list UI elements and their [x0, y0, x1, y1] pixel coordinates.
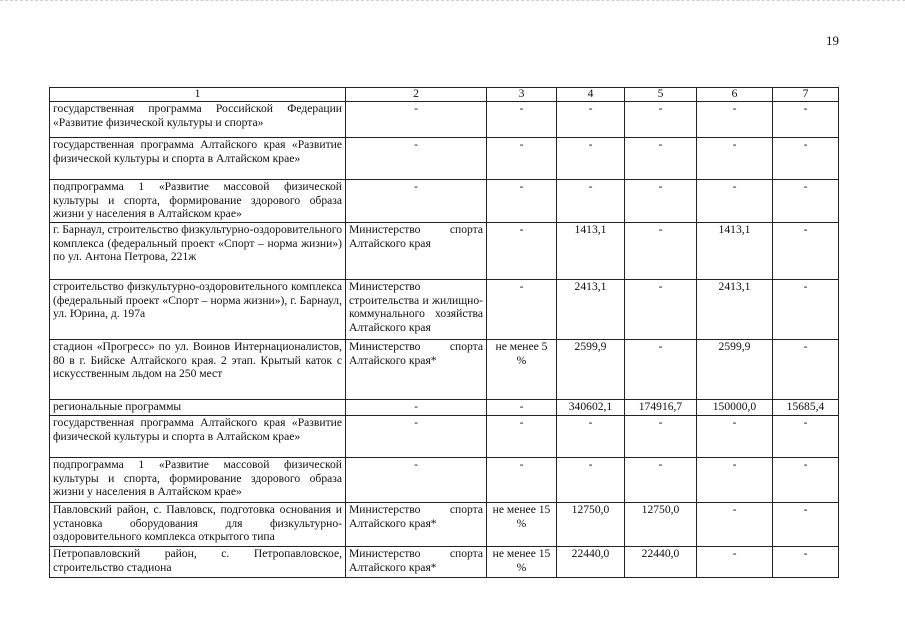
- value-cell: 12750,0: [557, 503, 625, 547]
- executor-cell: Министерство спорта Алтайского края*: [346, 503, 487, 547]
- executor-cell: -: [346, 180, 487, 223]
- executor-cell: Министерство строительства и жилищно-коммунального хозяйства Алтайского края: [346, 280, 487, 340]
- value-cell: -: [697, 138, 773, 180]
- value-cell: 22440,0: [625, 547, 697, 578]
- name-cell: строительство физкультурно-оздоровительного комплекса (федеральный проект «Спорт – норма жизни»), г. Барнаул, ул. Юрина, д. 197а: [50, 280, 346, 340]
- value-cell: -: [773, 223, 839, 280]
- value-cell: -: [773, 416, 839, 458]
- name-cell: государственная программа Алтайского края «Развитие физической культуры и спорта в Алтайском крае»: [50, 138, 346, 180]
- cofinancing-cell: не менее 5 %: [487, 340, 557, 400]
- page-number: 19: [826, 33, 839, 48]
- table-row: [50, 102, 839, 138]
- value-cell: 1413,1: [557, 223, 625, 280]
- value-cell: 12750,0: [625, 503, 697, 547]
- table-row: [50, 138, 839, 180]
- value-cell: -: [773, 180, 839, 223]
- value-cell: -: [773, 547, 839, 578]
- executor-cell: -: [346, 458, 487, 503]
- table-header-row: [50, 88, 839, 102]
- value-cell: -: [625, 102, 697, 138]
- table-row: [50, 400, 839, 416]
- value-cell: 150000,0: [697, 400, 773, 416]
- table-row: [50, 340, 839, 400]
- value-cell: -: [557, 180, 625, 223]
- cofinancing-cell: -: [487, 280, 557, 340]
- executor-cell: -: [346, 400, 487, 416]
- value-cell: -: [625, 458, 697, 503]
- value-cell: -: [625, 280, 697, 340]
- executor-cell: -: [346, 138, 487, 180]
- value-cell: -: [625, 223, 697, 280]
- value-cell: -: [773, 503, 839, 547]
- cofinancing-cell: -: [487, 102, 557, 138]
- name-cell: государственная программа Алтайского края «Развитие физической культуры и спорта в Алтайском крае»: [50, 416, 346, 458]
- value-cell: -: [625, 340, 697, 400]
- name-cell: г. Барнаул, строительство физкультурно-оздоровительного комплекса (федеральный проект «Спорт – норма жизни») по ул. Антона Петрова, 221ж: [50, 223, 346, 280]
- value-cell: -: [557, 458, 625, 503]
- table-row: [50, 458, 839, 503]
- value-cell: -: [773, 102, 839, 138]
- value-cell: -: [697, 180, 773, 223]
- value-cell: -: [697, 416, 773, 458]
- value-cell: -: [557, 138, 625, 180]
- value-cell: -: [697, 547, 773, 578]
- value-cell: -: [773, 280, 839, 340]
- value-cell: -: [773, 138, 839, 180]
- table-row: [50, 547, 839, 578]
- name-cell: Павловский район, с. Павловск, подготовка основания и установка оборудования для физкультурно-оздоровительного комплекса открытого типа: [50, 503, 346, 547]
- cofinancing-cell: не менее 15 %: [487, 547, 557, 578]
- value-cell: -: [557, 102, 625, 138]
- cofinancing-cell: -: [487, 416, 557, 458]
- value-cell: -: [557, 416, 625, 458]
- header-cell: 3: [487, 88, 557, 102]
- value-cell: 15685,4: [773, 400, 839, 416]
- executor-cell: -: [346, 102, 487, 138]
- cofinancing-cell: -: [487, 223, 557, 280]
- value-cell: 2413,1: [557, 280, 625, 340]
- value-cell: 2599,9: [557, 340, 625, 400]
- value-cell: 174916,7: [625, 400, 697, 416]
- cofinancing-cell: -: [487, 400, 557, 416]
- value-cell: 1413,1: [697, 223, 773, 280]
- value-cell: -: [697, 503, 773, 547]
- table-row: [50, 180, 839, 223]
- value-cell: -: [773, 458, 839, 503]
- name-cell: региональные программы: [50, 400, 346, 416]
- value-cell: -: [697, 458, 773, 503]
- value-cell: -: [625, 180, 697, 223]
- table-row: [50, 280, 839, 340]
- cofinancing-cell: не менее 15 %: [487, 503, 557, 547]
- value-cell: -: [625, 138, 697, 180]
- executor-cell: Министерство спорта Алтайского края*: [346, 547, 487, 578]
- header-cell: 2: [346, 88, 487, 102]
- value-cell: 2413,1: [697, 280, 773, 340]
- scan-top-edge: [0, 0, 905, 4]
- value-cell: -: [773, 340, 839, 400]
- value-cell: 22440,0: [557, 547, 625, 578]
- header-cell: 5: [625, 88, 697, 102]
- name-cell: стадион «Прогресс» по ул. Воинов Интернационалистов, 80 в г. Бийске Алтайского края. 2 этап. Крытый каток с искусственным льдом на 250 мест: [50, 340, 346, 400]
- header-cell: 6: [697, 88, 773, 102]
- name-cell: государственная программа Российской Федерации «Развитие физической культуры и спорта»: [50, 102, 346, 138]
- header-cell: 7: [773, 88, 839, 102]
- header-cell: 1: [50, 88, 346, 102]
- value-cell: 340602,1: [557, 400, 625, 416]
- executor-cell: Министерство спорта Алтайского края*: [346, 340, 487, 400]
- program-table: [49, 87, 839, 578]
- executor-cell: Министерство спорта Алтайского края: [346, 223, 487, 280]
- name-cell: Петропавловский район, с. Петропавловское, строительство стадиона: [50, 547, 346, 578]
- name-cell: подпрограмма 1 «Развитие массовой физической культуры и спорта, формирование здорового образа жизни у населения в Алтайском крае»: [50, 458, 346, 503]
- value-cell: 2599,9: [697, 340, 773, 400]
- executor-cell: -: [346, 416, 487, 458]
- table-row: [50, 223, 839, 280]
- cofinancing-cell: -: [487, 458, 557, 503]
- cofinancing-cell: -: [487, 180, 557, 223]
- table-row: [50, 416, 839, 458]
- value-cell: -: [697, 102, 773, 138]
- header-cell: 4: [557, 88, 625, 102]
- cofinancing-cell: -: [487, 138, 557, 180]
- table-row: [50, 503, 839, 547]
- name-cell: подпрограмма 1 «Развитие массовой физической культуры и спорта, формирование здорового образа жизни у населения в Алтайском крае»: [50, 180, 346, 223]
- value-cell: -: [625, 416, 697, 458]
